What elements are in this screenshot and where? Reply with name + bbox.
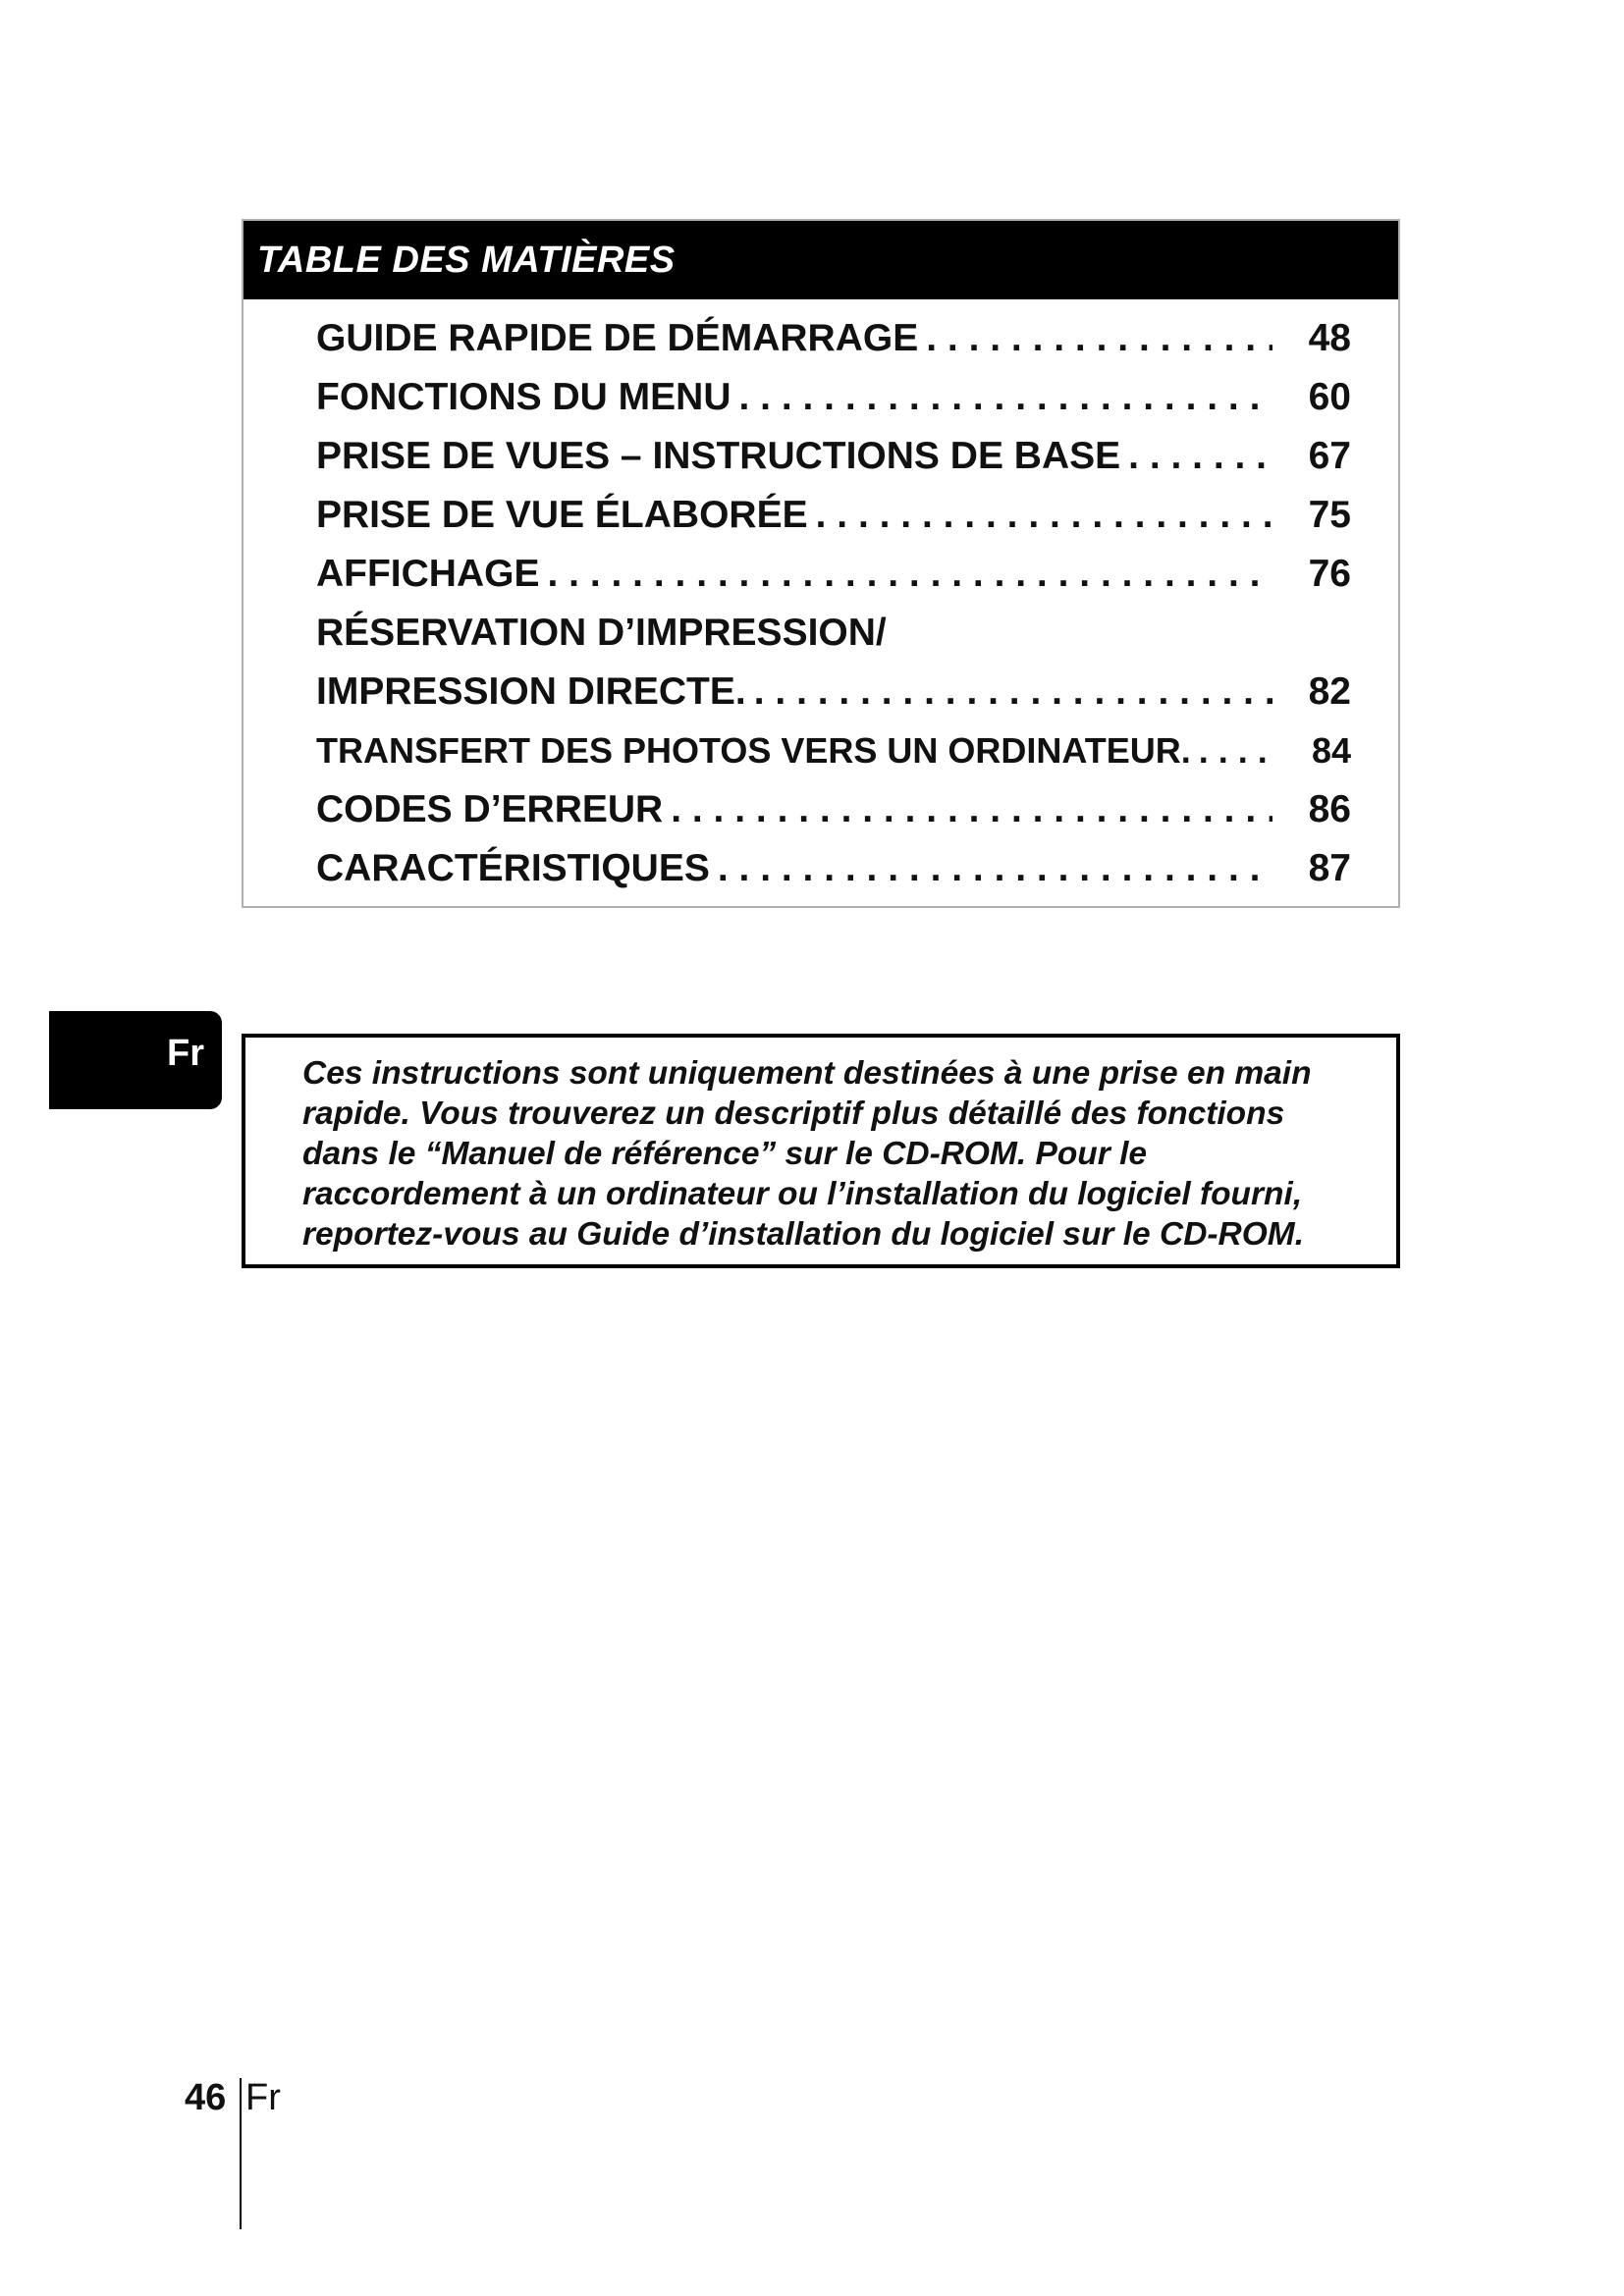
toc-entry-page: 60 — [1308, 376, 1351, 418]
toc-entry-title: PRISE DE VUE ÉLABORÉE — [316, 494, 808, 536]
note-line: raccordement à un ordinateur ou l’installation du logiciel fourni, — [302, 1176, 1303, 1212]
toc-leader-dots — [1191, 730, 1272, 772]
toc-entry[interactable] — [316, 721, 1351, 780]
note-line: dans le “Manuel de référence” sur le CD-ROM. Pour le — [302, 1136, 1148, 1172]
toc-entry[interactable] — [316, 368, 1351, 427]
toc-entry-title: TRANSFERT DES PHOTOS VERS UN ORDINATEUR. — [316, 730, 1191, 771]
toc-leader-dots — [540, 553, 1273, 596]
toc-entry-title: PRISE DE VUES – INSTRUCTIONS DE BASE — [316, 435, 1121, 477]
toc-entry[interactable] — [316, 545, 1351, 604]
toc-entry[interactable] — [316, 427, 1351, 486]
toc-entry-page: 82 — [1308, 670, 1351, 713]
note-line: rapide. Vous trouverez un descriptif plus détaillé des fonctions — [302, 1095, 1285, 1132]
footer-divider — [240, 2078, 242, 2229]
toc-entry[interactable] — [316, 839, 1351, 898]
toc-entry-title: IMPRESSION DIRECTE. — [316, 670, 746, 713]
toc-leader-dots — [710, 847, 1272, 890]
toc-entry-title: RÉSERVATION D’IMPRESSION/ — [316, 612, 887, 654]
table-of-contents — [242, 219, 1400, 908]
page-number: 46 — [185, 2077, 227, 2118]
toc-entry[interactable] — [316, 604, 1351, 663]
toc-entry-title: CARACTÉRISTIQUES — [316, 847, 710, 889]
toc-entry[interactable] — [316, 486, 1351, 545]
toc-title: TABLE DES MATIÈRES — [244, 221, 1398, 299]
toc-entry-page: 48 — [1308, 317, 1351, 359]
toc-leader-dots — [1120, 435, 1272, 478]
toc-entry-title: FONCTIONS DU MENU — [316, 376, 731, 418]
toc-leader-dots — [746, 670, 1272, 714]
note-line: reportez-vous au Guide d’installation du logiciel sur le CD-ROM. — [302, 1216, 1304, 1253]
toc-leader-dots — [663, 788, 1272, 831]
note-box — [242, 1034, 1400, 1268]
toc-list — [316, 309, 1351, 898]
toc-leader-dots — [731, 376, 1273, 419]
note-line: Ces instructions sont uniquement destinées à une prise en main — [302, 1055, 1312, 1092]
toc-entry-title: CODES D’ERREUR — [316, 788, 664, 830]
toc-entry-page: 67 — [1308, 435, 1351, 477]
toc-entry-title: GUIDE RAPIDE DE DÉMARRAGE — [316, 317, 919, 359]
toc-entry-page: 84 — [1311, 730, 1351, 771]
toc-leader-dots — [918, 317, 1272, 360]
language-tab: Fr — [49, 1011, 222, 1109]
toc-entry[interactable] — [316, 309, 1351, 368]
toc-entry-page: 86 — [1308, 788, 1351, 830]
toc-entry-page: 87 — [1308, 847, 1351, 889]
toc-leader-dots — [808, 494, 1272, 537]
toc-entry-page: 75 — [1308, 494, 1351, 536]
toc-entry-page: 76 — [1308, 553, 1351, 595]
toc-entry[interactable] — [316, 663, 1351, 721]
toc-entry-title: AFFICHAGE — [316, 553, 540, 595]
note-text — [302, 1053, 1347, 1255]
toc-entry[interactable] — [316, 780, 1351, 839]
footer-language: Fr — [245, 2077, 281, 2118]
